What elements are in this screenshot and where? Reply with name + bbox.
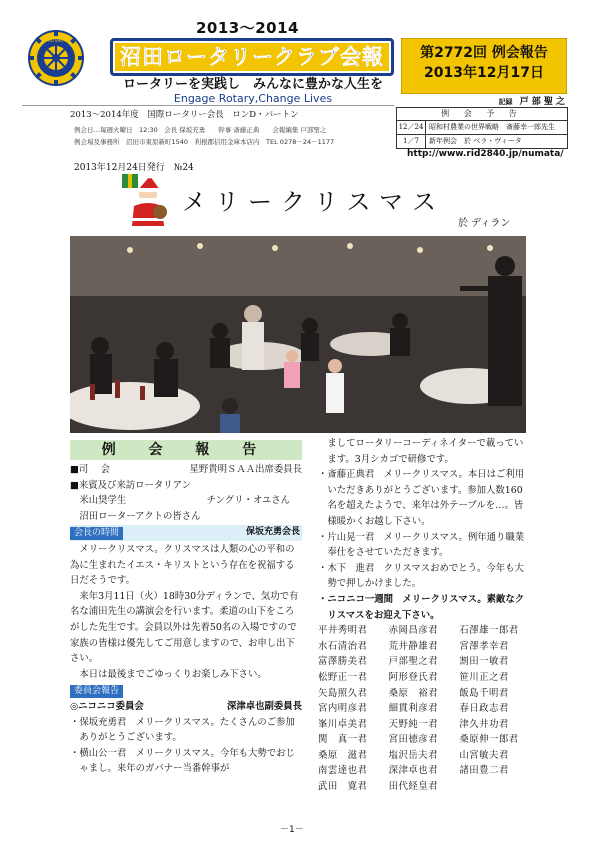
member-name: 桑原 裕君 [388,687,439,699]
member-name: 赤岡昌彦君 [388,625,439,637]
niconico-name: 深津卓也副委員長 [226,700,302,712]
guest-name: チングリ・オユさん [206,495,290,507]
report-info-box [401,38,567,94]
meeting-schedule [396,107,568,149]
niconico-item: ・片山晃一君 メリークリスマス。例年通り職業奉仕をさせていただきます。 [318,531,525,559]
member-name: 宮澤孝幸君 [459,640,509,652]
guest-line [70,493,302,509]
schedule-date: 1／7 [397,135,426,148]
niconico-week-heading: ・ニコニコ一週間 メリークリスマス。素敵なクリスマスをお迎え下さい。 [318,593,525,621]
recorder [401,94,565,107]
chair-value: 星野貴明ＳＡＡ出席委員長 [189,464,302,475]
niconico-label: ◎ニコニコ委員会 [70,700,144,712]
member-name: 諸田豊二君 [459,765,509,777]
member-name: 細貫利彦君 [388,703,439,715]
member-name: 田代経皇君 [388,781,439,793]
member-name: 山宮敏夫君 [459,749,509,761]
member-name: 宮内明彦君 [318,703,368,715]
slogan-japanese: ロータリーを実践し みんなに豊かな人生を [122,77,383,92]
committee-report-heading [70,683,302,699]
schedule-date: 12／24 [397,121,426,134]
member-name: 阿形登氏君 [388,671,439,683]
guest-line: 沼田ローターアクトの皆さん [79,510,201,522]
santa-claus-icon [120,172,168,228]
member-name: 平井秀明君 [318,625,368,637]
president-paragraph: メリークリスマス。クリスマスは人類の心の平和の為に生まれたイエス・キリストという存在を祝福する日だそうです。 [70,543,295,587]
schedule-row [397,121,567,135]
chair-label: ■司 会 [70,464,110,475]
schedule-text: 新年例会 於 ベラ・ヴィータ [429,137,522,145]
recorder-name: 戸 部 聖 之 [519,97,565,107]
guest-role: 米山奨学生 [79,495,127,507]
schedule-row [397,135,567,148]
report-right-column [318,436,530,795]
member-name: 武田 寛君 [318,781,368,793]
member-name: 松野正一君 [318,671,368,683]
christmas-party-photo [70,236,526,433]
schedule-header: 例 会 予 告 [397,108,567,121]
member-name: 石澤雄一郎君 [459,625,519,637]
meeting-line-2: 例会場及事務所 沼田市東原新町1540 利根郡信用金庫本店内 TEL 0278－24－1177 [74,138,335,146]
report-left-column [70,440,302,777]
niconico-line [70,699,302,715]
member-name: 桑原伸一郎君 [459,734,519,746]
venue: 於 ディラン [458,218,511,229]
meeting-line-1: 例会日…毎週火曜日 12:30 会長 保坂充勇 幹事 斎藤正典 会報編集 戸部聖之 [74,126,327,134]
niconico-item: ・木下 進君 クリスマスおめでとう。今年も大勢で押しかけました。 [318,562,524,590]
member-name: 津久井功君 [459,718,509,730]
member-name: 荒井静雄君 [388,640,439,652]
member-name: 宮田徳彦君 [388,734,439,746]
niconico-item: ・横山公一君 メリークリスマス。今年も大勢でおじゃまし。来年のガバナー当番幹事が [70,747,295,775]
header-divider [22,105,394,106]
year-info: 2013～2014年度 国際ロータリー会長 ロンD・バートン [70,110,299,120]
club-title-banner [110,38,394,76]
president-time-bar [70,525,302,541]
niconico-item: ・斎藤正典君 メリークリスマス。本日はご利用いただきありがとうございます。参加人数160名を超えたようで、来年は外テーブルを…。皆様暖かくお越し下さい。 [318,469,525,527]
main-title: メリークリスマス [182,188,446,216]
schedule-text: 昭和村農業の世界戦略 斎藤幸一郎先生 [429,123,555,131]
niconico-item-continued: ましてロータリーコーディネイターで載っています。3月シカゴで研修です。 [327,438,524,465]
report-date: 2013年12月17日 [424,65,544,81]
member-name [459,779,530,795]
slogan-english: Engage Rotary,Change Lives [173,92,333,105]
member-names-grid [318,623,530,795]
member-name: 矢島照久君 [318,687,368,699]
member-name: 春日政志君 [459,703,509,715]
meeting-info [74,124,334,148]
committee-report-tag: 委員会報告 [70,685,123,698]
member-name: 天野純一君 [388,718,439,730]
issue-line: 2013年12月24日発行 №24 [74,163,194,173]
recorder-label: 記録 [498,98,513,106]
svg-text:ROTARY: ROTARY [48,38,64,43]
member-name: 富澤勝美君 [318,656,368,668]
member-name: 笹川正之君 [459,671,509,683]
club-url-link[interactable]: http://www.rid2840.jp/numata/ [407,149,564,159]
rotary-logo-icon [28,30,84,86]
guests-label: ■来賓及び来訪ロータリアン [70,479,191,491]
member-name: 峯川卓美君 [318,718,368,730]
member-name: 塩沢岳夫君 [388,749,439,761]
member-name: 南雲達也君 [318,765,368,777]
president-paragraph: 来年3月11日（火）18時30分ディランで、気功で有名な浦田先生の講演会を行います。柔道の山下をころがした先生です。会員以外は先着50名の入場ですので家族の皆様は優先してご用意しますので、お申し出下さい。 [70,590,299,665]
member-name: 割田一敏君 [459,656,509,668]
niconico-item: ・保坂充勇君 メリークリスマス。たくさんのご参加ありがとうございます。 [70,716,295,744]
member-name: 関 真一君 [318,734,368,746]
member-name: 水石清治君 [318,640,368,652]
member-name: 飯島千明君 [459,687,509,699]
meeting-report-banner: 例 会 報 告 [70,440,302,460]
president-name: 保坂充勇会長 [245,527,300,538]
member-name: 桑原 滋君 [318,749,368,761]
member-name: 深津卓也君 [388,765,439,777]
president-time-tag: 会長の時間 [70,527,123,540]
chair-line [70,462,302,478]
report-number: 第2772回 例会報告 [420,45,548,61]
club-title: 沼田ロータリークラブ会報 [120,45,384,69]
page-number: －1－ [280,825,304,835]
president-paragraph: 本日は最後までごゆっくりお楽しみ下さい。 [79,668,267,680]
member-name: 戸部聖之君 [388,656,439,668]
year-range: 2013～2014 [196,19,299,37]
